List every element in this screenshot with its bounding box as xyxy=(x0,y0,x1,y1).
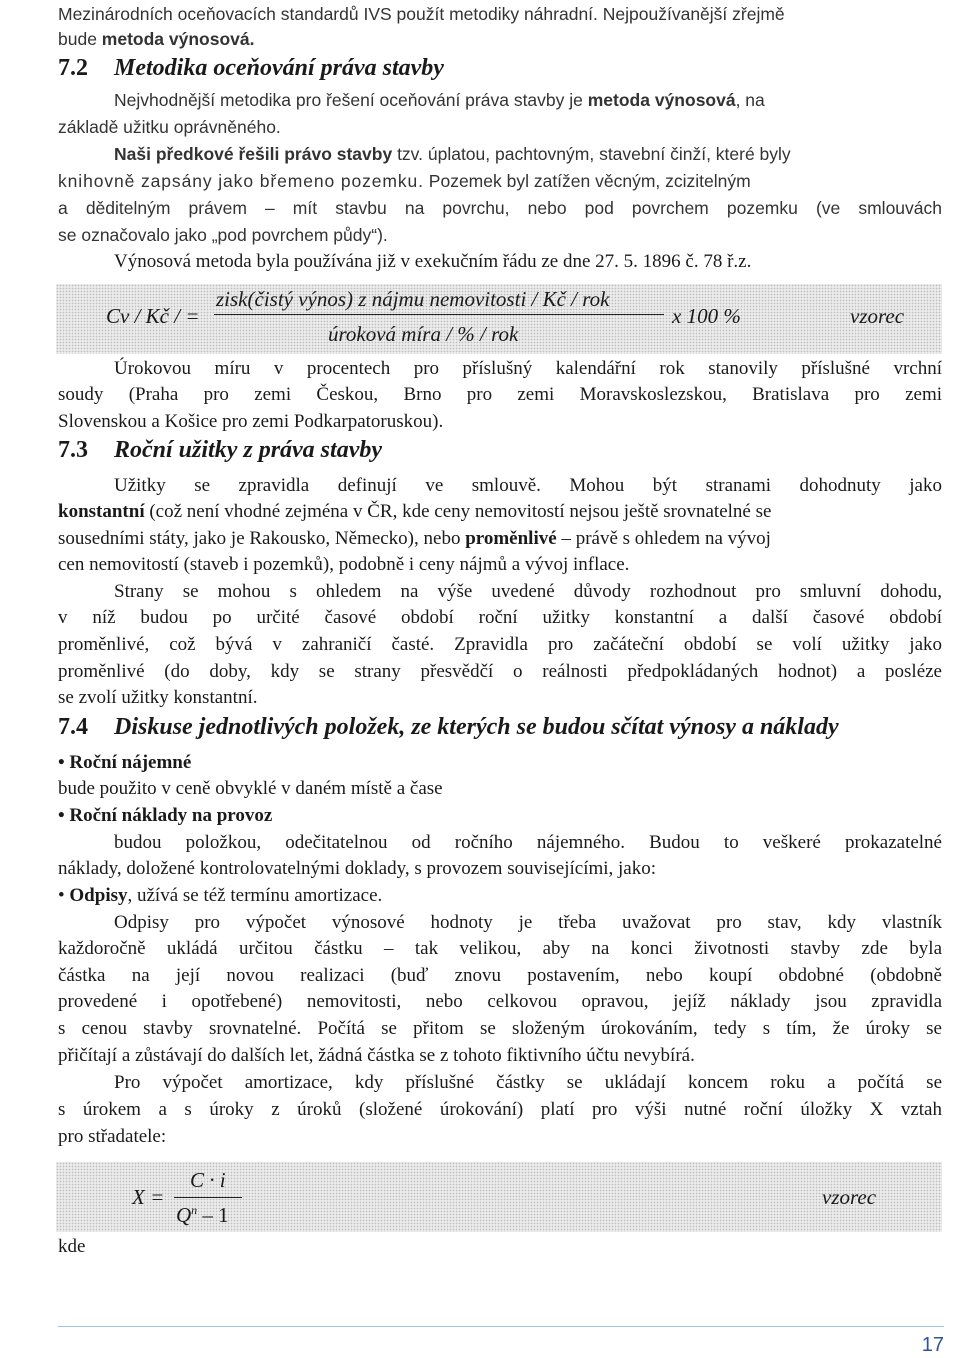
formula-cv-lhs: Cv / Kč / = xyxy=(106,304,200,328)
s73-para2-line3: proměnlivé, což bývá v zahraničí časté. Zpravidla pro začáteční období se volí užitky jako xyxy=(58,634,942,655)
s72-para2-line3: a děditelným právem – mít stavbu na povrchu, nebo pod povrchem pozemku (ve smlouvách xyxy=(58,198,942,218)
bullet-rocni-najemne: • Roční nájemné xyxy=(58,752,192,773)
formula-box-cv xyxy=(56,284,942,354)
s73-para2-line4: proměnlivé (do doby, kdy se strany přesvědčí o reálnosti předpokládaných hodnot) a posléze xyxy=(58,661,942,682)
s74-para2-line3: pro střadatele: xyxy=(58,1126,167,1147)
formula-cv-denominator: úroková míra / % / rok xyxy=(328,322,519,346)
s72-para2-line1: Naši předkové řešili právo stavby tzv. úplatou, pachtovným, stavební činží, které byly xyxy=(114,144,791,164)
bullet-rocni-naklady: • Roční náklady na provoz xyxy=(58,805,273,826)
section-heading-7-4: 7.4 Diskuse jednotlivých položek, ze kterých se budou sčítat výnosy a náklady xyxy=(58,714,839,740)
s74-para1-line4: provedené i opotřebené) nemovitosti, nebo celkovou opravou, jejíž náklady jsou zpravidla xyxy=(58,991,942,1012)
s72-para1-line1: Nejvhodnější metodika pro řešení oceňování práva stavby je metoda výnosová, na xyxy=(114,90,765,110)
s74-para2-line1: Pro výpočet amortizace, kdy příslušné částky se ukládají koncem roku a počítá se xyxy=(114,1072,942,1093)
s72-para4-line3: Slovenskou a Košice pro zemi Podkarpatoruskou). xyxy=(58,411,444,432)
s74-para1-line3: částka na její novou realizaci (buď znovu postavením, nebo koupí obdobné (obdobně xyxy=(58,965,942,986)
formula-box-x xyxy=(56,1162,942,1232)
formula-cv-label: vzorec xyxy=(850,304,905,328)
formula-x-numerator: C · i xyxy=(190,1168,226,1192)
formula-x-lhs: X = xyxy=(132,1185,165,1209)
page-number: 17 xyxy=(921,1334,944,1356)
s72-para4-line1: Úrokovou míru v procentech pro příslušný kalendářní rok stanovily příslušné vrchní xyxy=(114,358,942,379)
bullet-odpisy: • Odpisy, užívá se též termínu amortizace. xyxy=(58,885,383,906)
s72-para2-line4: se označovalo jako „pod povrchem půdy“). xyxy=(58,225,388,245)
intro-line-1: Mezinárodních oceňovacích standardů IVS použít metodiky náhradní. Nejpoužívanější zřejmě xyxy=(58,4,785,24)
formula-cv-multiplier: x 100 % xyxy=(672,304,741,328)
formula-x-denominator: $Q^n - 1$ xyxy=(176,1203,229,1227)
s73-para1-line1: Užitky se zpravidla definují ve smlouvě. Mohou být stranami dohodnuty jako xyxy=(114,475,942,496)
s72-para2-line2: knihovně zapsány jako břemeno pozemku. Pozemek byl zatížen věcným, zcizitelným xyxy=(58,171,751,191)
formula-x-fraction-bar xyxy=(174,1197,242,1198)
section-heading-7-2: 7.2 Metodika oceňování práva stavby xyxy=(58,55,444,81)
s72-para3: Výnosová metoda byla používána již v exekučním řádu ze dne 27. 5. 1896 č. 78 ř.z. xyxy=(114,251,752,272)
s74-para1-line2: každoročně ukládá určitou částku – tak velikou, aby na konci životnosti stavby zde byla xyxy=(58,938,942,959)
s73-para2-line5: se zvolí užitky konstantní. xyxy=(58,687,258,708)
s73-para2-line2: v níž budou po určité časové období roční užitky konstantní a další časové období xyxy=(58,607,942,628)
bullet-rocni-naklady-text-1: budou položkou, odečitatelnou od ročního nájemného. Budou to veškeré prokazatelné xyxy=(114,832,942,853)
s73-para1-line3: sousedními státy, jako je Rakousko, Německo), nebo proměnlivé – právě s ohledem na vývoj xyxy=(58,528,771,549)
s74-para1-line1: Odpisy pro výpočet výnosové hodnoty je třeba uvažovat pro stav, kdy vlastník xyxy=(114,912,942,933)
formula-cv-fraction-bar xyxy=(214,314,664,315)
formula-cv-numerator: zisk(čistý výnos) z nájmu nemovitosti / Kč / rok xyxy=(216,287,610,311)
intro-line-2: bude metoda výnosová. xyxy=(58,29,255,49)
bullet-rocni-naklady-text-2: náklady, doložené kontrolovatelnými doklady, s provozem souvisejícími, jako: xyxy=(58,858,657,879)
section-heading-7-3: 7.3 Roční užitky z práva stavby xyxy=(58,437,382,463)
footer-rule xyxy=(58,1326,944,1327)
kde-text: kde xyxy=(58,1236,86,1257)
s72-para4-line2: soudy (Praha pro zemi Českou, Brno pro zemi Moravskoslezskou, Bratislava pro zemi xyxy=(58,384,942,405)
s73-para2-line1: Strany se mohou s ohledem na výše uvedené důvody rozhodnout pro smluvní dohodu, xyxy=(114,581,942,602)
s73-para1-line2: konstantní (což není vhodné zejména v ČR, kde ceny nemovitostí nejsou ještě srovnatelné se xyxy=(58,501,772,522)
s72-para1-line2: základě užitku oprávněného. xyxy=(58,117,281,137)
s74-para1-line5: s cenou stavby srovnatelné. Počítá se přitom se složeným úrokováním, tedy s tím, že úroky se xyxy=(58,1018,942,1039)
s73-para1-line4: cen nemovitostí (staveb i pozemků), podobně i ceny nájmů a vývoj inflace. xyxy=(58,554,630,575)
formula-x-label: vzorec xyxy=(822,1185,877,1209)
s74-para1-line6: přičítají a zůstávají do dalších let, žádná částka se z tohoto fiktivního účtu nevybírá. xyxy=(58,1045,695,1066)
bullet-rocni-najemne-text: bude použito v ceně obvyklé v daném místě a čase xyxy=(58,778,443,799)
s74-para2-line2: s úrokem a s úroky z úroků (složené úrokování) platí pro výši nutné roční úložky X vztah xyxy=(58,1099,942,1120)
